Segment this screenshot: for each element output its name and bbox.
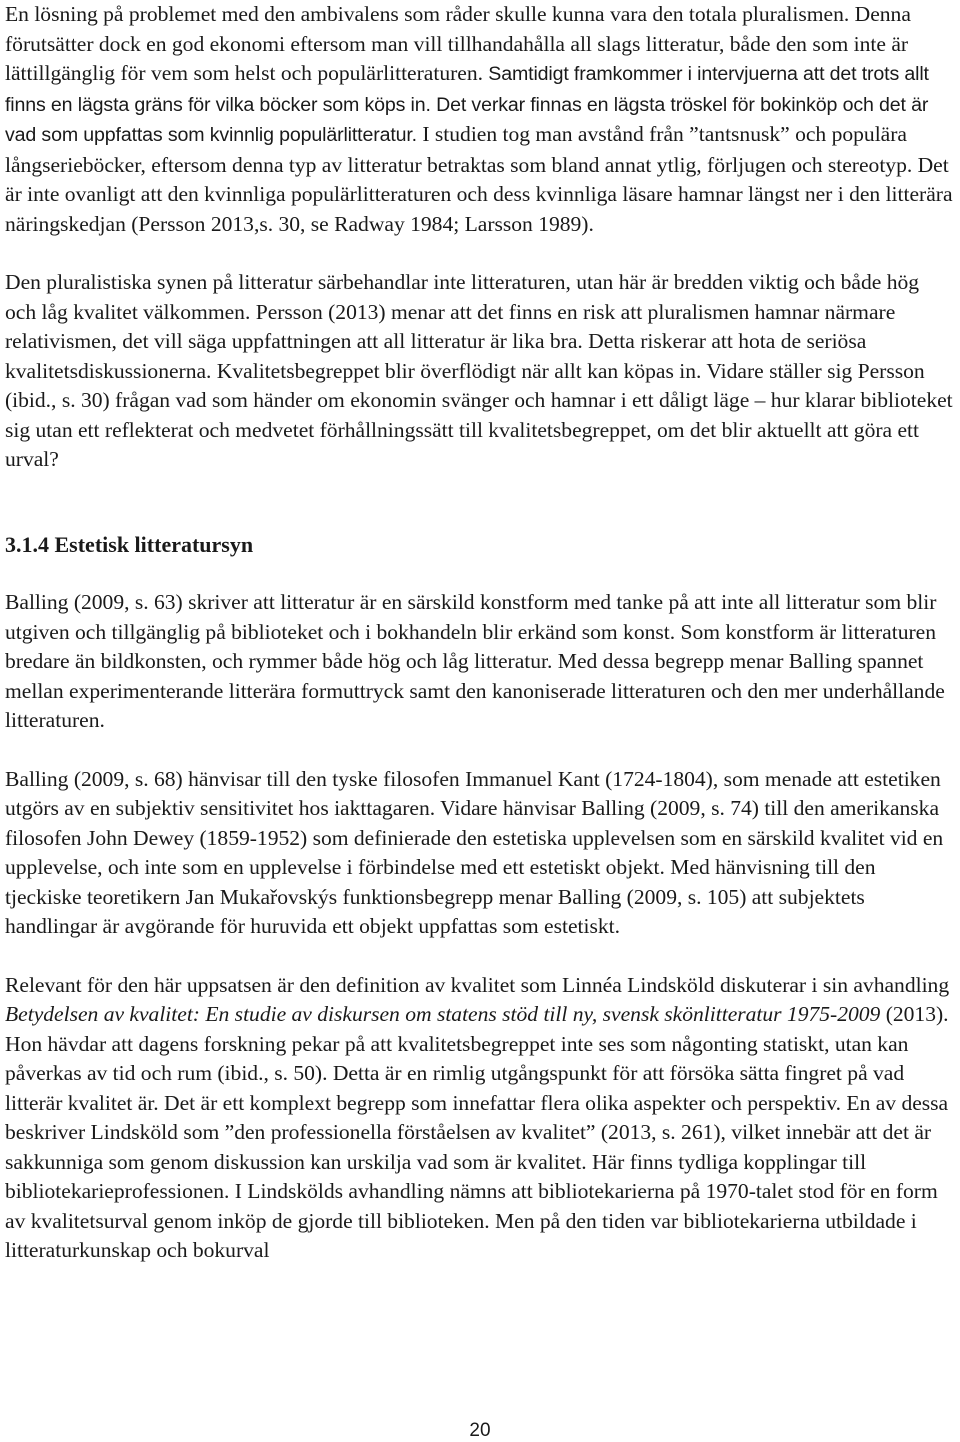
paragraph-1-sans-segment: Samtidigt framkommer i intervjuerna att det trots allt finns en lägsta gräns för vilka böcker som köps in. Det verkar finnas en lägsta tröskel för bokinköp och det är vad som uppfattas som kvinnlig populärlitteratur.: [5, 63, 929, 146]
dissertation-title: Betydelsen av kvalitet: En studie av diskursen om statens stöd till ny, svensk skönlitteratur 1975-2009: [5, 1002, 881, 1026]
section-heading: 3.1.4 Estetisk litteratursyn: [5, 531, 254, 557]
paragraph-4: Balling (2009, s. 68) hänvisar till den tyske filosofen Immanuel Kant (1724-1804), som menade att estetiken utgörs av en subjektiv sensitivitet hos iakttagaren. Vidare hänvisar Balling (2009, s. 74) till den amerikanska filosofen John Dewey (1859-1952) som definierade den estetiska upplevelsen som en särskild kvalitet vid en upplevelse, och inte som en upplevelse i förbindelse med ett estetiskt objekt. Med hänvisning till den tjeckiske teoretikern Jan Mukařovskýs funktionsbegrepp menar Balling (2009, s. 105) att subjektets handlingar är avgörande för huruvida ett objekt uppfattas som estetiskt.: [5, 766, 944, 938]
document-page: [5, 0, 955, 1266]
paragraph-3: Balling (2009, s. 63) skriver att litteratur är en särskild konstform med tanke på att inte all litteratur som blir utgiven och tillgänglig på biblioteket och i bokhandeln blir erkänd som konst. Som konstform är litteraturen bredare än bildkonsten, och rymmer både hög och låg litteratur. Med dessa begrepp menar Balling spannet mellan experimenterande litterära formuttryck samt den kanoniserade litteraturen och den mer underhållande litteraturen.: [5, 590, 945, 732]
paragraph-1-serif-start: En lösning på problemet med den ambivalens som råder skulle kunna vara den totala pluralismen. Denna förutsätter dock en god ekonomi eftersom man vill tillhandahålla all slags litteratur, både den som inte är lättillgänglig för vem som helst och populärlitteraturen.: [5, 2, 911, 85]
paragraph-2: Den pluralistiska synen på litteratur särbehandlar inte litteraturen, utan här är bredden viktig och både hög och låg kvalitet välkommen. Persson (2013) menar att det finns en risk att pluralismen hamnar närmare relativismen, det vill säga uppfattningen att all litteratur är lika bra. Detta riskerar att hota de seriösa kvalitetsdiskussionerna. Kvalitetsbegreppet blir överflödigt när allt kan köpas in. Vidare ställer sig Persson (ibid., s. 30) frågan vad som händer om ekonomin svänger och hamnar i ett dåligt läge – hur klarar biblioteket sig utan ett reflekterat och medvetet förhållningssätt till kvalitetsbegreppet, om det blir aktuellt att göra ett urval?: [5, 270, 953, 471]
paragraph-5-body: (2013). Hon hävdar att dagens forskning pekar på att kvalitetsbegreppet inte ses som någonting statiskt, utan kan påverkas av tid och rum (ibid., s. 50). Detta är en rimlig utgångspunkt för att försöka sätta fingret på vad litterär kvalitet är. Det är ett komplext begrepp som innefattar flera olika aspekter och perspektiv. En av dessa beskriver Lindsköld som ”den professionella förståelsen av kvalitet” (2013, s. 261), vilket innebär att det är sakkunniga som genom diskussion kan urskilja vad som är kvalitet. Här finns tydliga kopplingar till bibliotekarieprofessionen. I Lindskölds avhandling nämns att bibliotekarierna på 1970-talet stod för en form av kvalitetsurval genom inköp de gjorde till biblioteken. Men på den tiden var bibliotekarierna utbildade i litteraturkunskap och bokurval: [5, 1002, 949, 1262]
paragraph-1-serif-end: I studien tog man avstånd från ”tantsnusk” och populära långseriebӧcker, eftersom denna typ av litteratur betraktas som bland annat ytlig, förljugen och stereotyp. Det är inte ovanligt att den kvinnliga populärlitteraturen och dess kvinnliga läsare hamnar längst ner i den litterära näringskedjan (Persson 2013,s. 30, se Radway 1984; Larsson 1989).: [5, 122, 953, 236]
paragraph-1: [5, 0, 955, 239]
page-number: 20: [469, 1420, 491, 1441]
paragraph-5-intro: Relevant för den här uppsatsen är den definition av kvalitet som Linnéa Lindsköld diskuterar i sin avhandling: [5, 972, 950, 997]
paragraph-5: [5, 971, 955, 1266]
